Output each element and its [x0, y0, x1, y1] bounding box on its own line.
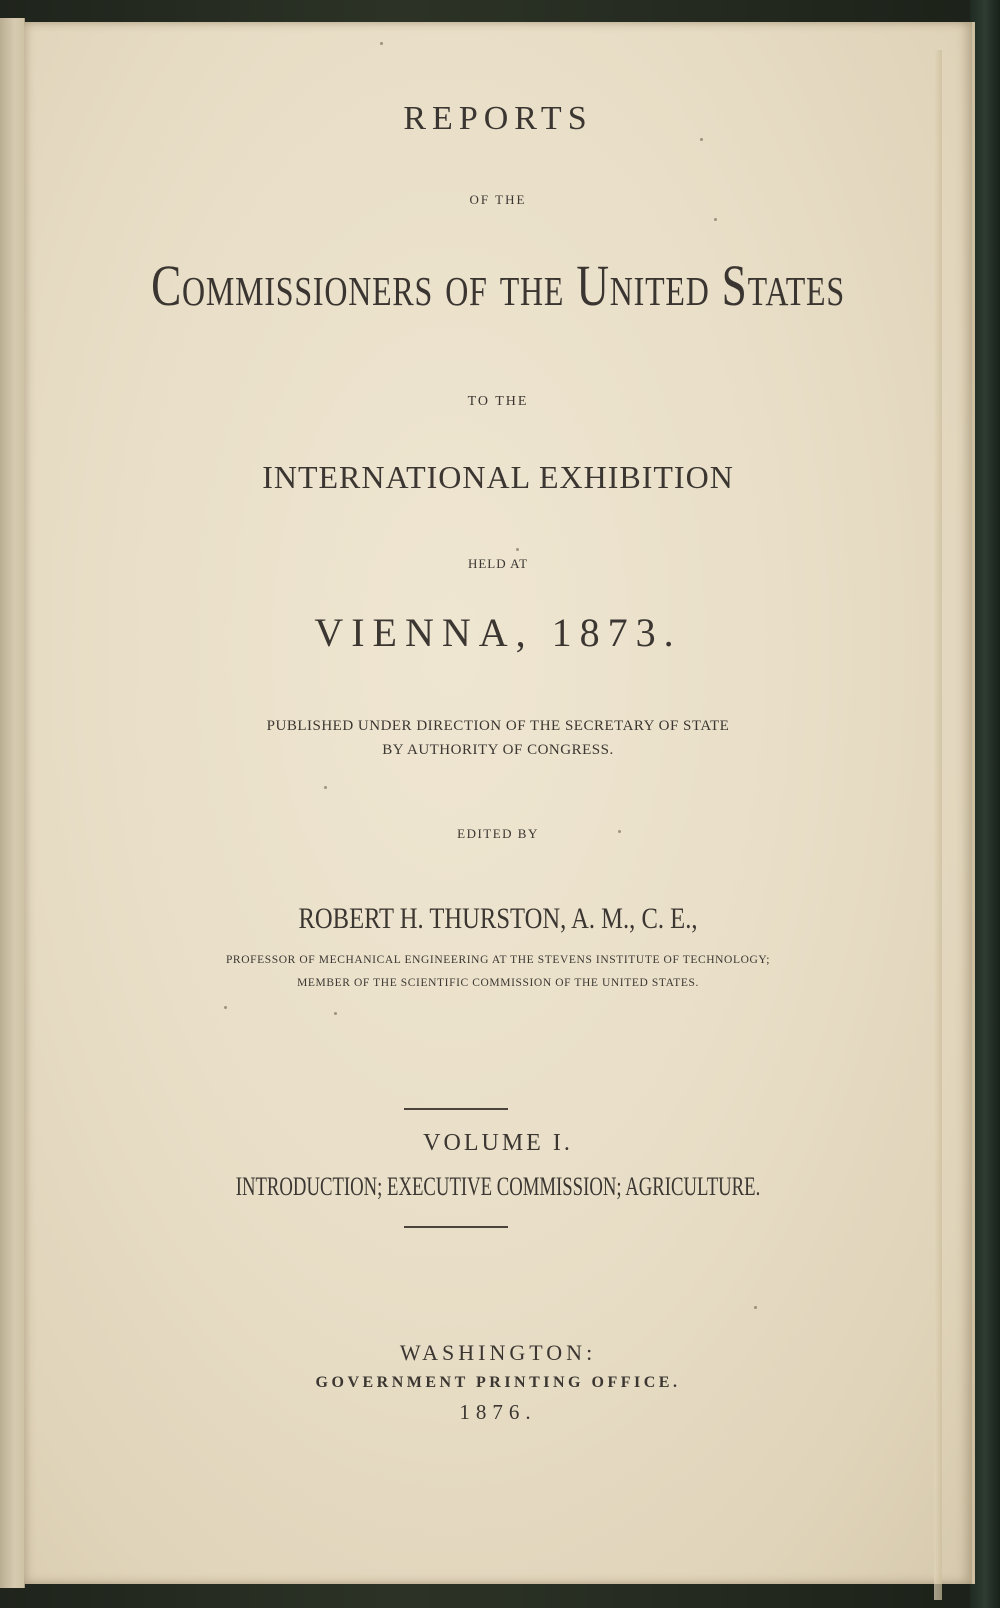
- paper-speck: [324, 786, 327, 789]
- author-title-line-2: MEMBER OF THE SCIENTIFIC COMMISSION OF THE UNITED STATES.: [297, 977, 699, 989]
- held-at-text: HELD AT: [467, 556, 529, 571]
- divider-rule-top: [404, 1108, 508, 1110]
- paper-speck: [224, 1006, 227, 1009]
- edited-by-text: EDITED BY: [457, 826, 539, 841]
- volume-heading: VOLUME I.: [423, 1130, 573, 1156]
- paper-speck: [754, 1306, 757, 1309]
- vienna-heading: VIENNA, 1873.: [314, 610, 682, 655]
- exhibition-heading: INTERNATIONAL EXHIBITION: [262, 459, 734, 495]
- published-line-1: PUBLISHED UNDER DIRECTION OF THE SECRETARY OF STATE: [266, 718, 730, 734]
- commissioners-heading: Commissioners of the United States: [151, 253, 845, 318]
- reports-heading: REPORTS: [403, 100, 593, 137]
- paper-speck: [380, 42, 383, 45]
- of-the-text: OF THE: [469, 192, 527, 207]
- author-name: ROBERT H. THURSTON, A. M., C. E.,: [298, 902, 698, 935]
- to-the-text: TO THE: [467, 394, 529, 409]
- title-page: [24, 22, 975, 1584]
- paper-speck: [516, 548, 519, 551]
- previous-page-edge: [0, 18, 25, 1588]
- volume-contents: INTRODUCTION; EXECUTIVE COMMISSION; AGRICULTURE.: [235, 1172, 761, 1201]
- paper-speck: [700, 138, 703, 141]
- imprint-place: WASHINGTON:: [399, 1340, 597, 1365]
- author-title-line-1: PROFESSOR OF MECHANICAL ENGINEERING AT THE STEVENS INSTITUTE OF TECHNOLOGY;: [225, 954, 771, 966]
- paper-speck: [714, 218, 717, 221]
- page-fold: [934, 50, 942, 1600]
- paper-speck: [334, 1012, 337, 1015]
- imprint-publisher: GOVERNMENT PRINTING OFFICE.: [315, 1374, 681, 1391]
- published-line-2: BY AUTHORITY OF CONGRESS.: [382, 742, 614, 758]
- imprint-year: 1876.: [459, 1400, 537, 1424]
- divider-rule-bottom: [404, 1226, 508, 1228]
- paper-speck: [618, 830, 621, 833]
